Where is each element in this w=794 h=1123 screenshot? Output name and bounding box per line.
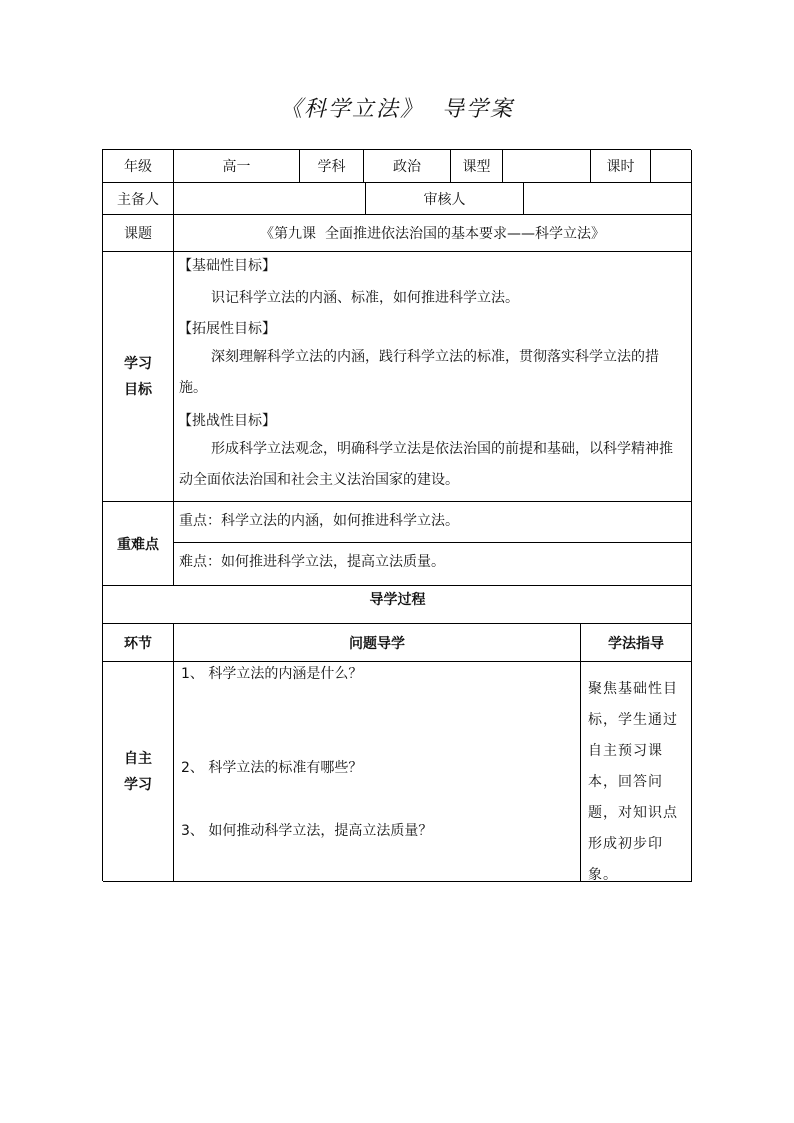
key-difficulty-text: 难点：如何推进科学立法，提高立法质量。 <box>179 554 445 570</box>
challenge-objective-text: 形成科学立法观念，明确科学立法是依法治国的前提和基础，以科学精神推动全面依法治国和社会主义法治国家的建设。 <box>179 441 673 488</box>
key-focus-text: 重点：科学立法的内涵，如何推进科学立法。 <box>179 513 459 529</box>
self-study-label-line2: 学习 <box>124 776 152 793</box>
guidance-text: 聚焦基础性目标，学生通过自主预习课本，回答问题，对知识点形成初步印象。 <box>588 681 678 883</box>
subject-label: 学科 <box>300 150 364 183</box>
document-title <box>0 92 794 123</box>
col-stage-header: 环节 <box>103 624 174 662</box>
reviewer-value <box>524 183 692 215</box>
question-1: 1、 科学立法的内涵是什么？ <box>181 666 363 682</box>
topic-value: 《第九课 全面推进依法治国的基本要求——科学立法》 <box>174 215 692 252</box>
preparer-value <box>174 183 366 215</box>
topic-label: 课题 <box>103 215 174 252</box>
preparer-label: 主备人 <box>103 183 174 215</box>
lesson-plan-table <box>102 149 691 881</box>
process-heading: 导学过程 <box>369 592 426 608</box>
basic-objective-text: 识记科学立法的内涵、标准，如何推进科学立法。 <box>211 290 519 306</box>
col-questions-header: 问题导学 <box>174 624 581 662</box>
self-study-questions <box>174 662 581 882</box>
key-focus <box>174 502 692 543</box>
title-sub: 导学案 <box>442 97 515 122</box>
grade-label: 年级 <box>103 150 174 183</box>
objectives-content <box>174 252 692 502</box>
grade-value: 高一 <box>174 150 300 183</box>
question-3: 3、 如何推动科学立法，提高立法质量？ <box>181 823 433 839</box>
objectives-label-line1: 学习 <box>124 355 152 372</box>
objectives-label <box>103 252 174 502</box>
type-value <box>503 150 591 183</box>
key-difficulty <box>174 543 692 586</box>
reviewer-label: 审核人 <box>366 183 524 215</box>
objectives-label-line2: 目标 <box>124 381 152 398</box>
self-study-guidance <box>581 662 692 882</box>
extended-objective-text: 深刻理解科学立法的内涵，践行科学立法的标准，贯彻落实科学立法的措施。 <box>179 349 659 396</box>
hours-value <box>651 150 692 183</box>
basic-objective-heading: 【基础性目标】 <box>178 258 276 274</box>
process-heading-cell <box>103 586 692 624</box>
self-study-label <box>103 662 174 882</box>
challenge-objective-heading: 【挑战性目标】 <box>178 413 276 429</box>
key-points-label: 重难点 <box>103 502 174 586</box>
type-label: 课型 <box>451 150 503 183</box>
extended-objective-heading: 【拓展性目标】 <box>178 321 276 337</box>
self-study-label-line1: 自主 <box>124 750 152 767</box>
subject-value: 政治 <box>364 150 451 183</box>
hours-label: 课时 <box>591 150 651 183</box>
title-main: 《科学立法》 <box>279 97 424 122</box>
col-guidance-header: 学法指导 <box>581 624 692 662</box>
question-2: 2、 科学立法的标准有哪些？ <box>181 760 363 776</box>
